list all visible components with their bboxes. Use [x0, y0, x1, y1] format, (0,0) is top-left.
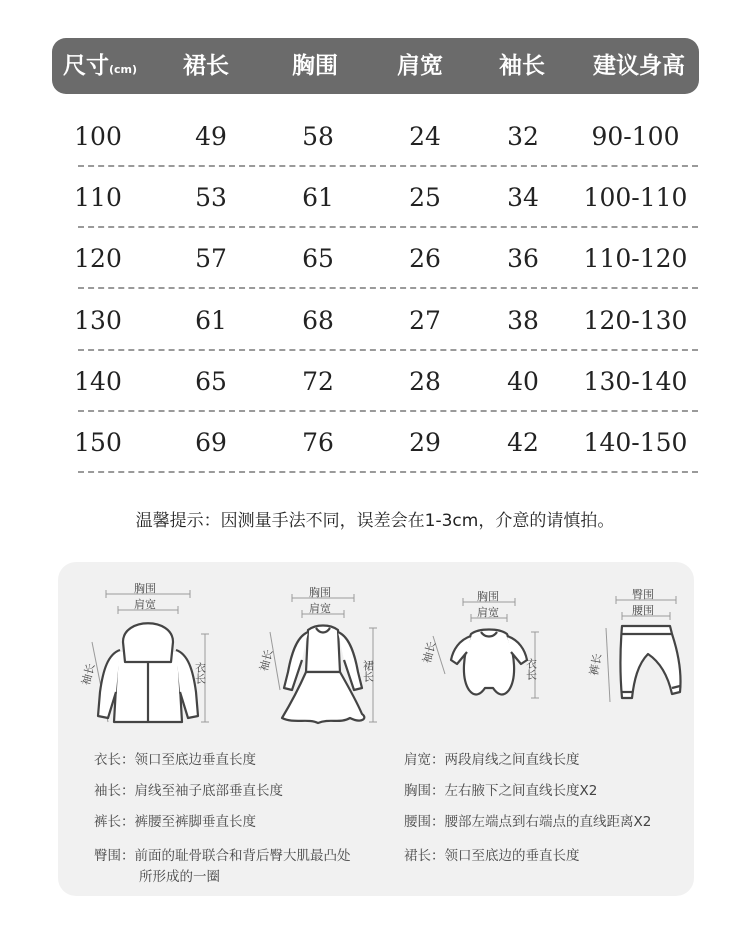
svg-text:胸围: 胸围 — [477, 590, 499, 603]
definition-item: 腰围：腰部左端点到右端点的直线距离X2 — [404, 814, 652, 830]
skirt-length-cell: 65 — [195, 367, 227, 396]
height-cell: 120-130 — [583, 306, 688, 335]
skirt-length-cell: 61 — [195, 306, 227, 335]
height-cell: 130-140 — [583, 367, 688, 396]
sleeve-cell: 40 — [507, 367, 539, 396]
size-table-header — [52, 38, 699, 94]
shoulder-cell: 27 — [409, 306, 441, 335]
chest-cell: 58 — [302, 122, 334, 151]
shoulder-cell: 24 — [409, 122, 441, 151]
shoulder-cell: 25 — [409, 183, 441, 212]
skirt-length-cell: 57 — [195, 244, 227, 273]
svg-text:臀围: 臀围 — [632, 588, 654, 601]
definition-item: 裙长：领口至底边的垂直长度 — [404, 848, 580, 864]
size-cell: 110 — [74, 183, 122, 212]
svg-text:袖长: 袖长 — [420, 640, 439, 665]
row-divider — [78, 471, 698, 473]
svg-text:肩宽: 肩宽 — [309, 602, 331, 615]
svg-text:胸围: 胸围 — [134, 582, 156, 595]
svg-text:胸围: 胸围 — [309, 586, 331, 599]
table-row — [74, 412, 698, 473]
size-cell: 140 — [74, 367, 122, 396]
measurement-tip: 温馨提示：因测量手法不同，误差会在1-3cm，介意的请慎拍。 — [135, 511, 615, 531]
svg-text:肩宽: 肩宽 — [134, 598, 156, 611]
sleeve-cell: 42 — [507, 428, 539, 457]
header-chest: 胸围 — [292, 53, 338, 79]
pants-diagram-icon — [587, 588, 688, 712]
svg-text:衣长: 衣长 — [524, 658, 538, 680]
row-divider — [78, 287, 698, 289]
svg-text:裤长: 裤长 — [587, 652, 605, 677]
chest-cell: 76 — [302, 428, 334, 457]
size-cell: 150 — [74, 428, 122, 457]
shoulder-cell: 26 — [409, 244, 441, 273]
sleeve-cell: 32 — [507, 122, 539, 151]
jacket-diagram-icon — [78, 582, 218, 722]
table-row — [74, 228, 698, 289]
svg-text:衣长: 衣长 — [193, 662, 207, 684]
table-row — [74, 106, 698, 167]
chest-cell: 65 — [302, 244, 334, 273]
height-cell: 140-150 — [583, 428, 688, 457]
height-cell: 110-120 — [583, 244, 688, 273]
svg-text:袖长: 袖长 — [79, 662, 98, 687]
definition-item: 胸围：左右腋下之间直线长度X2 — [404, 783, 598, 799]
sleeve-cell: 36 — [507, 244, 539, 273]
definition-item: 衣长：领口至底边垂直长度 — [94, 752, 256, 768]
dress-diagram-icon — [257, 586, 388, 726]
chest-cell: 61 — [302, 183, 334, 212]
svg-text:袖长: 袖长 — [257, 648, 276, 673]
definition-item: 裤长：裤腰至裤脚垂直长度 — [94, 814, 256, 830]
header-skirt-length: 裙长 — [183, 53, 229, 79]
header-shoulder: 肩宽 — [397, 53, 443, 79]
skirt-length-cell: 53 — [195, 183, 227, 212]
height-cell: 100-110 — [583, 183, 688, 212]
table-row — [74, 290, 698, 351]
chest-cell: 72 — [302, 367, 334, 396]
definition-item: 袖长：肩线至袖子底部垂直长度 — [94, 783, 283, 799]
svg-text:裙长: 裙长 — [361, 660, 375, 682]
height-cell: 90-100 — [591, 122, 680, 151]
definition-item-continued: 所形成的一圈 — [139, 869, 220, 885]
definition-item: 肩宽：两段肩线之间直线长度 — [404, 752, 580, 768]
sleeve-cell: 38 — [507, 306, 539, 335]
table-row — [74, 351, 698, 412]
header-sleeve: 袖长 — [499, 53, 545, 79]
svg-text:肩宽: 肩宽 — [477, 606, 499, 619]
sleeve-cell: 34 — [507, 183, 539, 212]
definition-item: 臀围：前面的耻骨联合和背后臀大肌最凸处 — [94, 848, 351, 864]
chest-cell: 68 — [302, 306, 334, 335]
header-height: 建议身高 — [593, 53, 685, 79]
size-cell: 120 — [74, 244, 122, 273]
romper-diagram-icon — [420, 590, 553, 704]
shoulder-cell: 28 — [409, 367, 441, 396]
size-cell: 100 — [74, 122, 122, 151]
shoulder-cell: 29 — [409, 428, 441, 457]
size-cell: 130 — [74, 306, 122, 335]
skirt-length-cell: 69 — [195, 428, 227, 457]
skirt-length-cell: 49 — [195, 122, 227, 151]
svg-text:腰围: 腰围 — [632, 604, 654, 617]
measurement-guide-panel — [58, 562, 694, 896]
table-row — [74, 167, 698, 228]
header-size: 尺寸(cm) — [62, 53, 138, 79]
